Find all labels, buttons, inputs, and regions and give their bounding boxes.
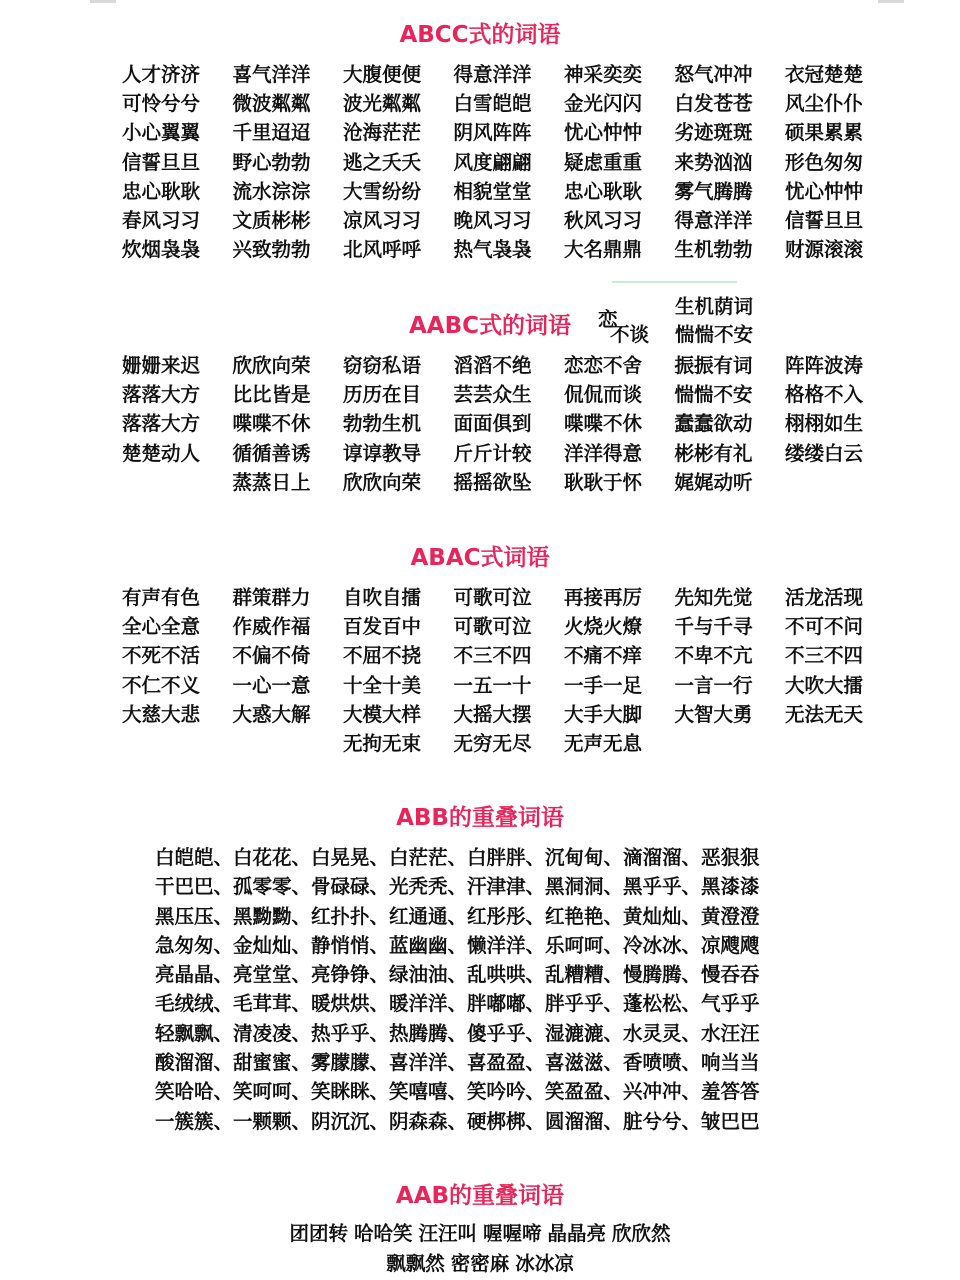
aab-word: 团团转 <box>289 1222 348 1245</box>
word-cell: 活龙活现 <box>785 586 864 609</box>
word-cell: 有声有色 <box>122 586 201 609</box>
word-cell: 文质彬彬 <box>232 208 311 232</box>
word-cell: 姗姗来迟 <box>122 354 201 377</box>
word-cell: 一言一行 <box>674 673 753 697</box>
word-cell: 摇摇欲坠 <box>453 470 532 494</box>
word-cell: 百发百中 <box>343 615 422 639</box>
word-cell: 春风习习 <box>122 208 201 232</box>
word-cell: 落落大方 <box>122 412 201 436</box>
word-cell: 大模大样 <box>343 702 422 726</box>
word-cell: 振振有词 <box>674 354 753 377</box>
word-cell: 财源滚滚 <box>785 238 864 262</box>
word-cell: 不可不问 <box>785 615 864 639</box>
word-cell: 滔滔不绝 <box>453 354 532 377</box>
word-cell: 热气袅袅 <box>453 238 532 262</box>
section-title-abcc: ABCC式的词语 <box>399 22 561 48</box>
abb-line: 酸溜溜、甜蜜蜜、雾朦朦、喜洋洋、喜盈盈、喜滋滋、香喷喷、响当当 <box>155 1051 760 1075</box>
word-cell: 蒸蒸日上 <box>232 470 311 494</box>
word-cell: 无穷无尽 <box>453 731 532 755</box>
overlay-word: 生机荫词 <box>675 295 754 318</box>
corner-mark-left <box>90 0 116 3</box>
word-cell: 勃勃生机 <box>343 412 422 436</box>
word-cell: 人才济济 <box>122 63 201 86</box>
word-cell: 洋洋得意 <box>564 441 643 465</box>
word-cell: 忠心耿耿 <box>564 179 643 203</box>
word-grid-aabc <box>122 351 902 497</box>
word-cell: 缕缕白云 <box>785 441 864 465</box>
section-title-aabc: AABC式的词语 <box>408 313 571 339</box>
word-cell: 历历在目 <box>343 383 422 407</box>
word-cell: 谆谆教导 <box>343 441 422 465</box>
word-cell: 不卑不亢 <box>674 644 753 668</box>
section-title-abb: ABB的重叠词语 <box>396 805 564 831</box>
corner-mark-right <box>878 0 904 3</box>
word-cell: 火烧火燎 <box>564 615 643 639</box>
word-cell: 凉风习习 <box>343 208 422 232</box>
word-cell: 无声无息 <box>564 731 643 755</box>
section-title-aab: AAB的重叠词语 <box>395 1183 565 1209</box>
stray-char: 不谈 <box>610 323 650 346</box>
word-cell: 格格不入 <box>785 383 864 407</box>
abb-line: 干巴巴、孤零零、骨碌碌、光秃秃、汗津津、黑洞洞、黑乎乎、黑漆漆 <box>155 875 760 899</box>
word-cell: 可歌可泣 <box>453 586 532 609</box>
word-cell: 一手一足 <box>564 673 643 697</box>
word-cell: 喋喋不休 <box>564 412 643 436</box>
word-cell: 不偏不倚 <box>232 644 311 668</box>
aab-word: 哈哈笑 <box>353 1222 413 1245</box>
word-cell: 怒气冲冲 <box>674 63 753 86</box>
word-cell: 耿耿于怀 <box>564 470 643 494</box>
word-cell: 可怜兮兮 <box>122 92 201 116</box>
overlay-word: 惴惴不安 <box>675 323 754 346</box>
word-cell: 惴惴不安 <box>674 383 753 407</box>
abb-line: 急匆匆、金灿灿、静悄悄、蓝幽幽、懒洋洋、乐呵呵、冷冰冰、凉飕飕 <box>155 933 760 957</box>
word-cell: 大手大脚 <box>564 702 643 726</box>
section-title-abac: ABAC式词语 <box>410 545 550 571</box>
word-cell: 娓娓动听 <box>674 470 753 494</box>
word-cell <box>675 729 786 758</box>
word-cell: 楚楚动人 <box>122 441 201 465</box>
word-cell: 再接再厉 <box>564 586 643 609</box>
word-grid-abcc <box>122 60 902 264</box>
word-lines-aab <box>0 1219 960 1278</box>
word-cell <box>233 729 344 758</box>
word-cell: 千与千寻 <box>674 615 753 639</box>
word-cell: 彬彬有礼 <box>674 441 753 465</box>
word-cell: 衣冠楚楚 <box>785 63 864 86</box>
word-cell: 流水淙淙 <box>232 179 311 203</box>
word-cell: 一心一意 <box>232 673 311 697</box>
word-cell: 窃窃私语 <box>343 354 422 377</box>
word-cell: 蠢蠢欲动 <box>674 412 753 436</box>
word-cell: 大雪纷纷 <box>343 179 422 203</box>
word-cell: 兴致勃勃 <box>232 238 311 262</box>
word-cell: 大名鼎鼎 <box>564 238 643 262</box>
abb-line: 黑压压、黑黝黝、红扑扑、红通通、红彤彤、红艳艳、黄灿灿、黄澄澄 <box>155 904 760 928</box>
word-cell: 微波粼粼 <box>232 92 311 116</box>
word-cell: 群策群力 <box>232 586 311 609</box>
word-cell: 不三不四 <box>785 644 864 668</box>
stray-char: 恋 <box>598 308 618 331</box>
word-cell: 循循善诱 <box>232 441 311 465</box>
aab-word: 喔喔啼 <box>483 1222 542 1245</box>
word-cell: 恋恋不舍 <box>564 354 643 377</box>
word-cell <box>122 729 233 758</box>
word-cell: 大吹大擂 <box>785 673 864 697</box>
aab-word: 密密麻 <box>450 1251 510 1275</box>
word-cell: 先知先觉 <box>674 586 753 609</box>
aab-word: 冰冰凉 <box>515 1251 574 1275</box>
word-cell <box>785 468 896 497</box>
word-cell: 不痛不痒 <box>564 644 643 668</box>
aab-word: 欣欣然 <box>612 1222 671 1245</box>
word-cell: 可歌可泣 <box>453 615 532 639</box>
abb-line: 轻飘飘、清凌凌、热乎乎、热腾腾、傻乎乎、湿漉漉、水灵灵、水汪汪 <box>155 1021 760 1045</box>
aab-line <box>0 1219 960 1249</box>
aab-word: 飘飘然 <box>386 1251 445 1275</box>
word-cell: 侃侃而谈 <box>564 383 643 407</box>
word-cell: 形色匆匆 <box>785 150 864 174</box>
word-cell: 相貌堂堂 <box>453 179 532 203</box>
word-cell: 十全十美 <box>343 673 422 697</box>
word-cell: 秋风习习 <box>564 208 643 232</box>
abb-line: 亮晶晶、亮堂堂、亮铮铮、绿油油、乱哄哄、乱糟糟、慢腾腾、慢吞吞 <box>155 963 760 987</box>
word-cell: 不死不活 <box>122 644 201 668</box>
word-cell: 比比皆是 <box>232 383 311 407</box>
word-cell: 白雪皑皑 <box>453 92 532 116</box>
word-cell: 风尘仆仆 <box>785 92 864 116</box>
word-cell: 劣迹斑斑 <box>674 121 753 145</box>
abb-line: 毛绒绒、毛茸茸、暖烘烘、暖洋洋、胖嘟嘟、胖乎乎、蓬松松、气乎乎 <box>155 992 760 1016</box>
word-cell: 不仁不义 <box>122 673 201 697</box>
word-cell: 波光粼粼 <box>343 92 422 116</box>
word-cell: 无法无天 <box>785 702 864 726</box>
aab-word: 汪汪叫 <box>418 1222 477 1245</box>
scratch-line <box>612 281 737 283</box>
word-cell: 全心全意 <box>122 615 201 639</box>
word-cell: 硕果累累 <box>785 121 864 145</box>
word-cell: 芸芸众生 <box>453 383 532 407</box>
word-cell: 信誓旦旦 <box>785 208 864 232</box>
word-cell: 忧心忡忡 <box>564 121 643 145</box>
word-cell: 北风呼呼 <box>343 238 422 262</box>
word-cell: 得意洋洋 <box>674 208 753 232</box>
word-cell: 雾气腾腾 <box>674 179 753 203</box>
word-cell: 风度翩翩 <box>453 150 532 174</box>
abb-line: 白皑皑、白花花、白晃晃、白茫茫、白胖胖、沉甸甸、滴溜溜、恶狠狠 <box>155 846 760 869</box>
word-cell: 大腹便便 <box>343 63 422 86</box>
abb-line: 笑哈哈、笑呵呵、笑眯眯、笑嘻嘻、笑吟吟、笑盈盈、兴冲冲、羞答答 <box>155 1080 760 1104</box>
word-cell: 野心勃勃 <box>232 150 311 174</box>
word-cell: 作威作福 <box>232 615 311 639</box>
word-cell: 逃之夭夭 <box>343 150 422 174</box>
abb-line: 一簇簇、一颗颗、阴沉沉、阴森森、硬梆梆、圆溜溜、脏兮兮、皱巴巴 <box>155 1109 760 1133</box>
word-cell: 来势汹汹 <box>674 150 753 174</box>
word-cell: 生机勃勃 <box>674 238 753 262</box>
word-cell <box>785 729 896 758</box>
word-cell: 不屈不挠 <box>343 644 422 668</box>
word-cell: 自吹自擂 <box>343 586 422 609</box>
word-cell: 落落大方 <box>122 383 201 407</box>
word-cell: 无拘无束 <box>343 731 422 755</box>
word-cell: 晚风习习 <box>453 208 532 232</box>
word-cell: 忧心忡忡 <box>785 179 864 203</box>
word-grid-abac <box>122 583 902 758</box>
word-cell: 信誓旦旦 <box>122 150 201 174</box>
word-cell: 大惑大解 <box>232 702 311 726</box>
word-cell: 阵阵波涛 <box>785 354 864 377</box>
aab-line <box>0 1249 960 1279</box>
word-cell: 一五一十 <box>453 673 532 697</box>
word-cell: 面面俱到 <box>453 412 532 436</box>
word-cell: 金光闪闪 <box>564 92 643 116</box>
word-cell <box>122 468 233 497</box>
aab-word: 晶晶亮 <box>547 1222 607 1245</box>
word-cell: 小心翼翼 <box>122 121 201 145</box>
word-cell: 疑虑重重 <box>564 150 643 174</box>
word-cell: 沧海茫茫 <box>343 121 422 145</box>
word-cell: 白发苍苍 <box>674 92 753 116</box>
word-cell: 忠心耿耿 <box>122 179 201 203</box>
word-cell: 大摇大摆 <box>453 702 532 726</box>
word-cell: 大慈大悲 <box>122 702 201 726</box>
word-cell: 得意洋洋 <box>453 63 532 86</box>
word-cell: 不三不四 <box>453 644 532 668</box>
word-cell: 千里迢迢 <box>232 121 311 145</box>
word-cell: 喜气洋洋 <box>232 63 311 86</box>
word-cell: 欣欣向荣 <box>232 354 311 377</box>
word-lines-abb <box>155 843 855 1136</box>
word-cell: 神采奕奕 <box>564 63 643 86</box>
word-cell: 炊烟袅袅 <box>122 238 201 262</box>
word-cell: 栩栩如生 <box>785 412 864 436</box>
word-cell: 阴风阵阵 <box>453 121 532 145</box>
word-cell: 斤斤计较 <box>453 441 532 465</box>
word-cell: 喋喋不休 <box>232 412 311 436</box>
word-cell: 欣欣向荣 <box>343 470 422 494</box>
word-cell: 大智大勇 <box>674 702 753 726</box>
